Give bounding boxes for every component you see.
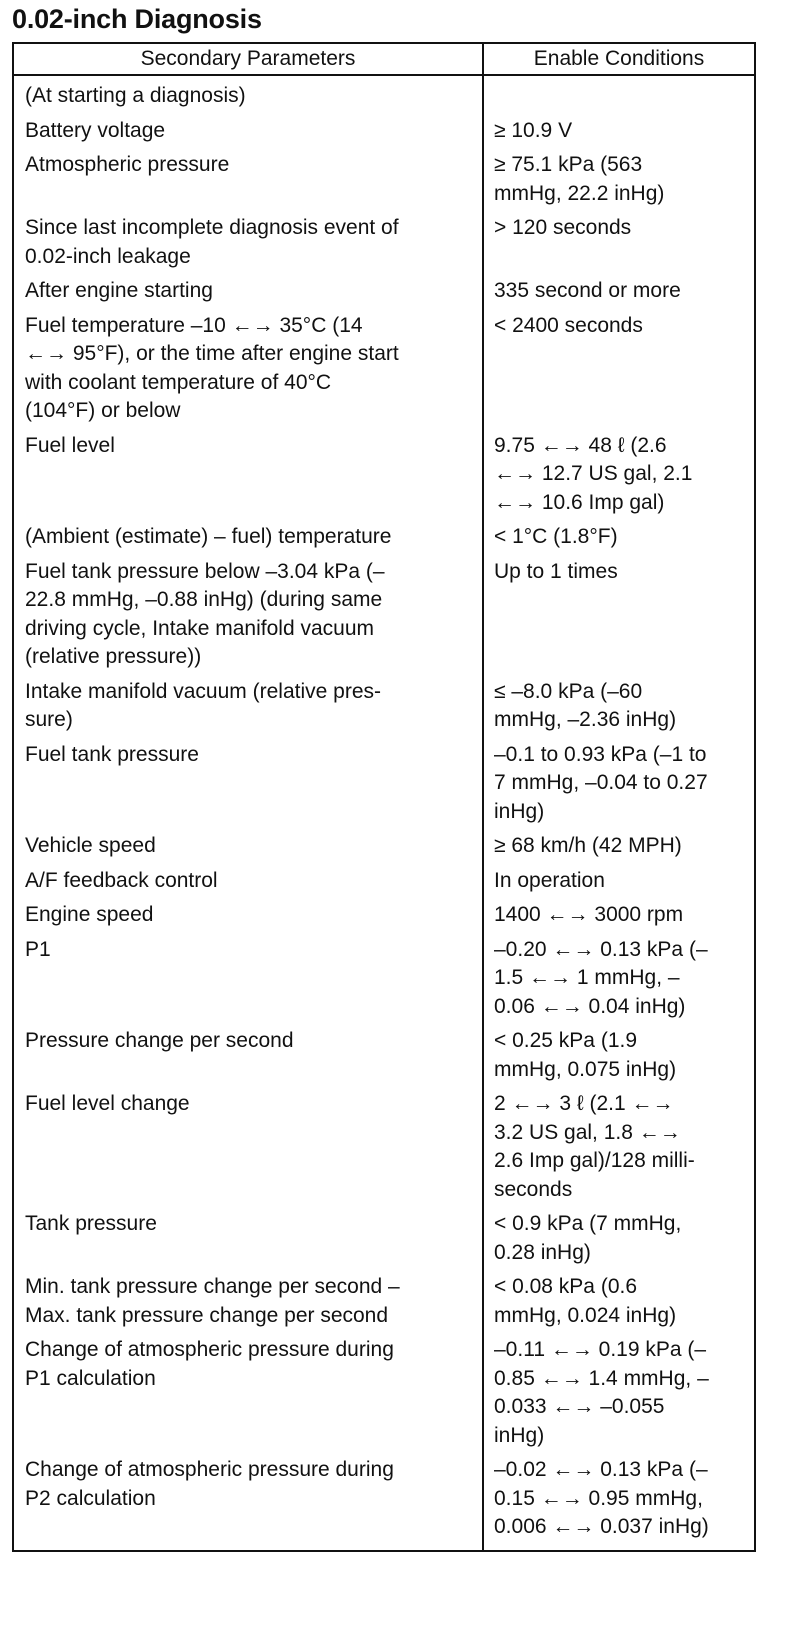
document-page [12, 2, 788, 1552]
enable-condition-cell: ≥ 68 km/h (42 MPH) [483, 829, 755, 864]
parameter-cell: (At starting a diagnosis) [13, 75, 483, 114]
enable-conditions-table [12, 42, 756, 1552]
table-row [13, 114, 755, 149]
enable-condition-cell: < 1°C (1.8°F) [483, 520, 755, 555]
table-row [13, 1087, 755, 1207]
table-row [13, 1270, 755, 1333]
parameter-cell: Engine speed [13, 898, 483, 933]
table-row [13, 898, 755, 933]
table-row [13, 429, 755, 521]
parameter-cell: Vehicle speed [13, 829, 483, 864]
table-row [13, 520, 755, 555]
parameter-cell: Tank pressure [13, 1207, 483, 1270]
parameter-cell: Fuel tank pressure below –3.04 kPa (– 22.8 mmHg, –0.88 inHg) (during same driving cycle, Intake manifold vacuum (relative pressure)) [13, 555, 483, 675]
parameter-cell: Change of atmospheric pressure during P1 calculation [13, 1333, 483, 1453]
enable-condition-cell: Up to 1 times [483, 555, 755, 675]
table-row [13, 555, 755, 675]
parameter-cell: P1 [13, 933, 483, 1025]
parameter-cell: Fuel temperature –10 ←→ 35°C (14 ←→ 95°F), or the time after engine start with coolant temperature of 40°C (104°F) or below [13, 309, 483, 429]
parameter-cell: A/F feedback control [13, 864, 483, 899]
parameter-cell: Intake manifold vacuum (relative pres- sure) [13, 675, 483, 738]
enable-condition-cell: –0.02 ←→ 0.13 kPa (– 0.15 ←→ 0.95 mmHg, 0.006 ←→ 0.037 inHg) [483, 1453, 755, 1551]
parameter-cell: Atmospheric pressure [13, 148, 483, 211]
enable-condition-cell: < 0.9 kPa (7 mmHg, 0.28 inHg) [483, 1207, 755, 1270]
table-row [13, 738, 755, 830]
table-row [13, 829, 755, 864]
table-header-row [13, 43, 755, 75]
parameter-cell: After engine starting [13, 274, 483, 309]
table-row [13, 148, 755, 211]
enable-condition-cell: ≥ 75.1 kPa (563 mmHg, 22.2 inHg) [483, 148, 755, 211]
enable-condition-cell: < 2400 seconds [483, 309, 755, 429]
parameter-cell: Min. tank pressure change per second – Max. tank pressure change per second [13, 1270, 483, 1333]
table-row [13, 274, 755, 309]
table-body [13, 75, 755, 1551]
table-row [13, 933, 755, 1025]
table-row [13, 864, 755, 899]
enable-condition-cell: 1400 ←→ 3000 rpm [483, 898, 755, 933]
page-title: 0.02-inch Diagnosis [12, 4, 262, 34]
enable-condition-cell: In operation [483, 864, 755, 899]
enable-condition-cell: > 120 seconds [483, 211, 755, 274]
column-header-enable-conditions: Enable Conditions [483, 43, 755, 75]
table-row [13, 309, 755, 429]
enable-condition-cell: –0.11 ←→ 0.19 kPa (– 0.85 ←→ 1.4 mmHg, – 0.033 ←→ –0.055 inHg) [483, 1333, 755, 1453]
parameter-cell: Change of atmospheric pressure during P2 calculation [13, 1453, 483, 1551]
enable-condition-cell: –0.1 to 0.93 kPa (–1 to 7 mmHg, –0.04 to 0.27 inHg) [483, 738, 755, 830]
enable-condition-cell: 335 second or more [483, 274, 755, 309]
enable-condition-cell: 2 ←→ 3 ℓ (2.1 ←→ 3.2 US gal, 1.8 ←→ 2.6 Imp gal)/128 milli- seconds [483, 1087, 755, 1207]
parameter-cell: Fuel tank pressure [13, 738, 483, 830]
enable-condition-cell: –0.20 ←→ 0.13 kPa (– 1.5 ←→ 1 mmHg, – 0.06 ←→ 0.04 inHg) [483, 933, 755, 1025]
table-row [13, 75, 755, 114]
parameter-cell: (Ambient (estimate) – fuel) temperature [13, 520, 483, 555]
enable-condition-cell: ≥ 10.9 V [483, 114, 755, 149]
parameter-cell: Fuel level change [13, 1087, 483, 1207]
parameter-cell: Pressure change per second [13, 1024, 483, 1087]
enable-condition-cell: < 0.25 kPa (1.9 mmHg, 0.075 inHg) [483, 1024, 755, 1087]
enable-condition-cell: < 0.08 kPa (0.6 mmHg, 0.024 inHg) [483, 1270, 755, 1333]
table-row [13, 211, 755, 274]
table-row [13, 1333, 755, 1453]
table-row [13, 675, 755, 738]
table-row [13, 1024, 755, 1087]
parameter-cell: Battery voltage [13, 114, 483, 149]
table-row [13, 1453, 755, 1551]
parameter-cell: Since last incomplete diagnosis event of 0.02-inch leakage [13, 211, 483, 274]
table-row [13, 1207, 755, 1270]
parameter-cell: Fuel level [13, 429, 483, 521]
enable-condition-cell: ≤ –8.0 kPa (–60 mmHg, –2.36 inHg) [483, 675, 755, 738]
enable-condition-cell [483, 75, 755, 114]
enable-condition-cell: 9.75 ←→ 48 ℓ (2.6 ←→ 12.7 US gal, 2.1 ←→ 10.6 Imp gal) [483, 429, 755, 521]
column-header-secondary-parameters: Secondary Parameters [13, 43, 483, 75]
